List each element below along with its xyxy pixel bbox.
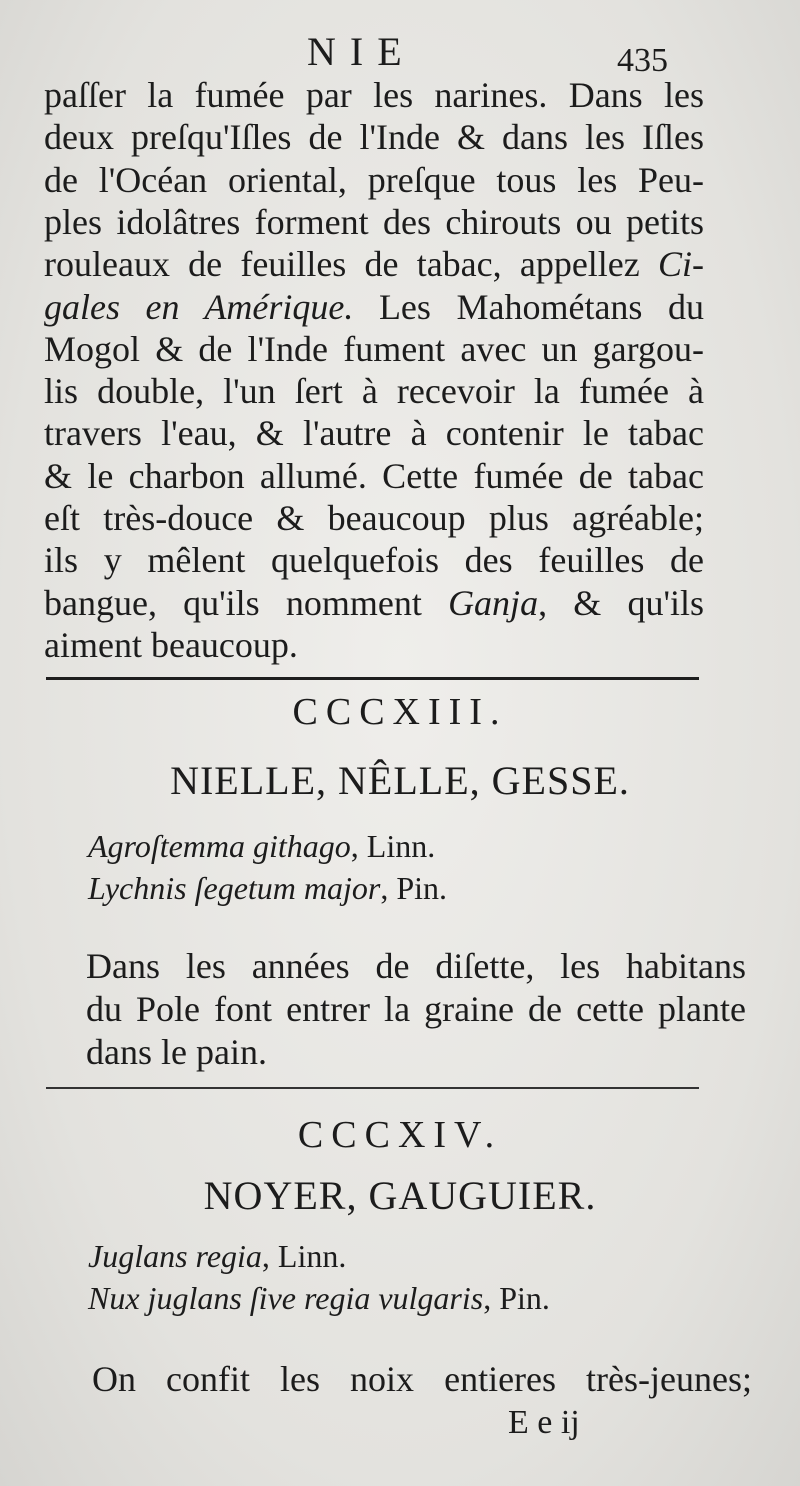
entry-number: CCCXIV. [297, 1114, 503, 1156]
italic-text: Juglans regia [88, 1238, 262, 1274]
text-line [44, 582, 704, 624]
synonym-line [88, 828, 435, 865]
text-line [44, 243, 704, 285]
text-run: paſſer la fumée par les narines. Dans les [44, 75, 704, 115]
text-run: rouleaux de feuilles de tabac, appellez [44, 244, 658, 285]
text-line [44, 116, 704, 158]
text-line [86, 988, 746, 1030]
text-run: Dans les années de diſette, les habitans [86, 946, 746, 986]
text-line [44, 286, 704, 328]
text-run: & le charbon allumé. Cette fumée de tabac [44, 455, 704, 496]
text-run: travers l'eau, & l'autre à contenir le tabac [44, 413, 704, 454]
text-line [86, 945, 746, 987]
synonym-line [88, 870, 447, 907]
italic-text: Agroſtemma githago [88, 828, 351, 864]
italic-text: gales en Amérique. [44, 286, 354, 327]
text-run: eſt très-douce & beaucoup plus agréable; [44, 498, 704, 538]
running-title: NIE [307, 29, 416, 74]
text-run: , & qu'ils [538, 582, 704, 623]
text-run: ples idolâtres forment des chirouts ou petits [44, 201, 704, 242]
text-line [44, 159, 704, 201]
text-line [44, 539, 704, 581]
synonym-line [88, 1238, 346, 1275]
section-divider [46, 1087, 699, 1089]
text-line [92, 1358, 752, 1400]
text-run: Les Mahométans du [353, 286, 704, 327]
text-run: aiment beaucoup. [44, 624, 298, 665]
signature-mark: E e ij [508, 1404, 580, 1441]
text-run: ils y mêlent quelquefois des feuilles de [44, 540, 704, 581]
text-run: dans le pain. [86, 1032, 267, 1072]
italic-text: Ci- [657, 244, 704, 285]
synonym-line [88, 1280, 550, 1317]
text-line [44, 497, 704, 539]
text-run: lis double, l'un ſert à recevoir la fumée à [44, 371, 704, 412]
text-run: deux preſqu'Iſles de l'Inde & dans les Iſles [44, 117, 704, 158]
text-line [44, 74, 704, 116]
text-run: , Linn. [261, 1238, 347, 1274]
text-run: , Linn. [350, 828, 436, 864]
text-run: de l'Océan oriental, preſque tous les Peu- [44, 159, 704, 200]
text-line [44, 412, 704, 454]
entry-name: NOYER, GAUGUIER. [203, 1173, 597, 1218]
text-line [44, 624, 704, 666]
italic-text: Nux juglans ſive regia vulgaris [88, 1280, 484, 1316]
text-line [44, 201, 704, 243]
text-run: , Pin. [483, 1280, 550, 1316]
text-line [44, 370, 704, 412]
text-line [44, 328, 704, 370]
text-line [44, 455, 704, 497]
section-divider [46, 677, 699, 680]
entry-number: CCCXIII. [292, 691, 508, 733]
text-run: du Pole font entrer la graine de cette plante [86, 989, 746, 1029]
italic-text: Lychnis ſegetum major [88, 870, 381, 906]
italic-text: Ganja [448, 582, 539, 623]
entry-name: NIELLE, NÊLLE, GESSE. [170, 758, 630, 803]
text-run: Mogol & de l'Inde fument avec un gargou- [44, 328, 704, 369]
text-run: On confit les noix entieres très-jeunes; [92, 1359, 752, 1399]
text-line [86, 1031, 746, 1073]
page-number: 435 [617, 42, 668, 79]
text-run: , Pin. [380, 870, 448, 906]
text-run: bangue, qu'ils nomment [44, 582, 449, 623]
